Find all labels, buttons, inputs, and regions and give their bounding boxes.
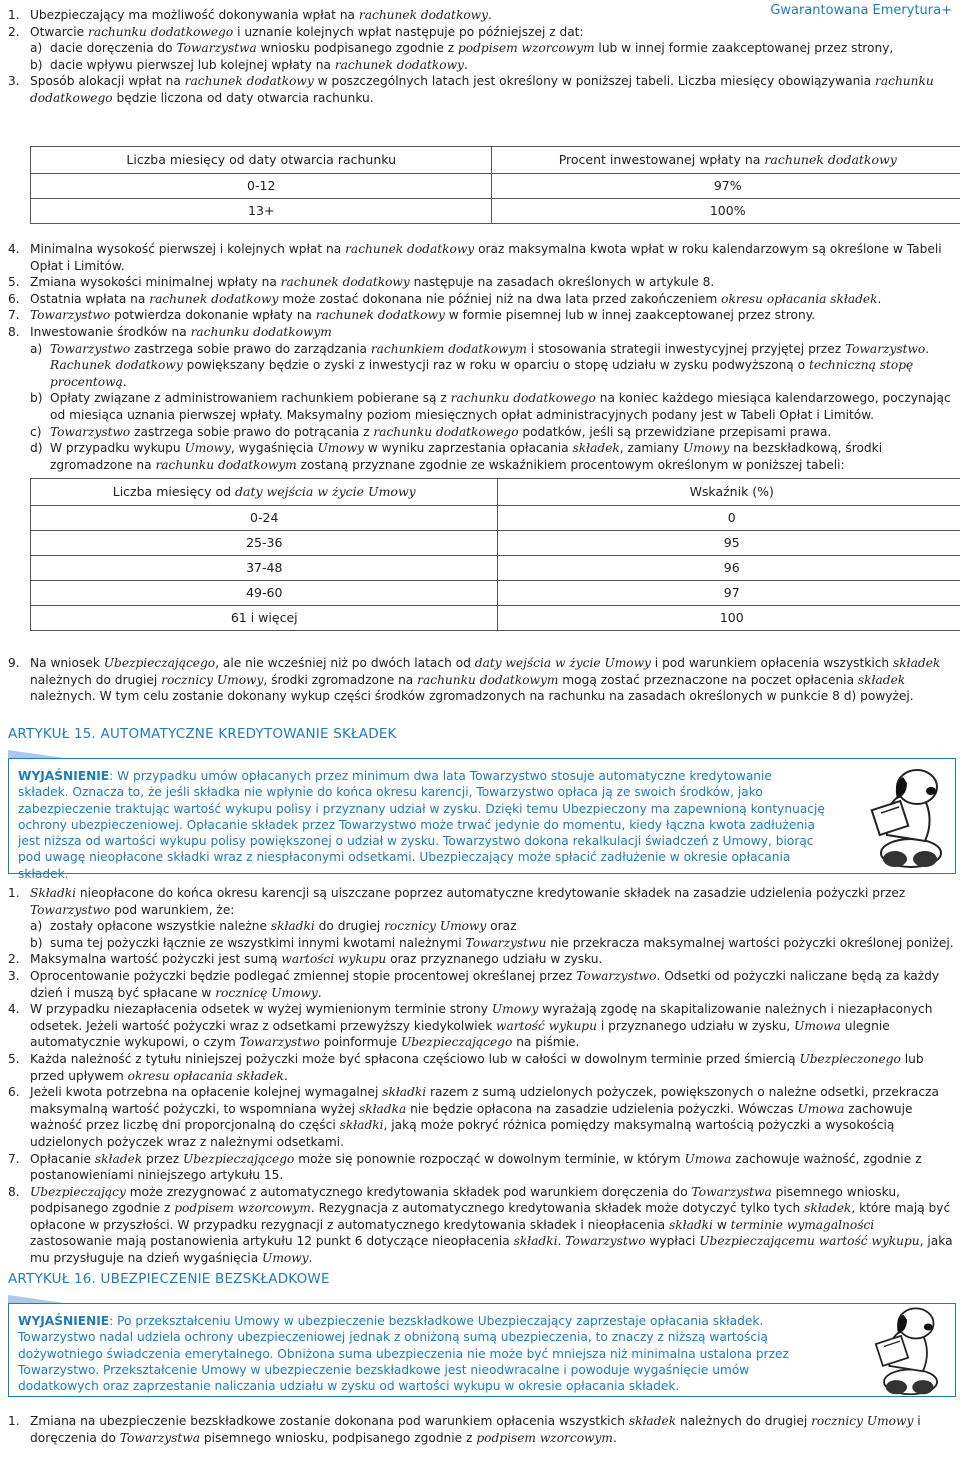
article-15-explanation-box [8,758,956,881]
item-text [30,1184,956,1267]
item-text [30,885,956,918]
italic-term: Towarzystwa [119,1430,201,1445]
item-text [30,7,956,24]
text-run: Sposób alokacji wpłat na [30,74,185,89]
italic-term: Rachunek dodatkowy [50,358,183,373]
item-number: 7. [8,308,20,323]
numbered-item [8,951,956,968]
sub-item-label: a) [30,41,43,56]
italic-term: daty wejścia w życie Umowy [235,483,416,499]
italic-term: Ubezpieczającego [103,656,216,670]
numbered-item [8,655,956,705]
italic-term: składek [804,1201,852,1216]
text-run: zachowuje ważność, zgodnie z postanowieniami niniejszego artykułu 15. [30,1151,922,1183]
text-run: Procent inwestowanej wpłaty na [558,151,765,167]
text-run: . [283,1068,288,1083]
text-run: może zostać dokonana nie później niż na dwa lata przed zakończeniem [278,291,722,306]
item-text [30,307,956,324]
item-text [30,24,956,41]
italic-term: rocznicy Umowy [384,919,487,934]
sub-item-label: a) [30,341,43,356]
sub-item-text [50,424,956,441]
text-run: . [317,985,322,1000]
text-run: do drugiej [314,919,385,934]
text-run: dacie doręczenia do [50,41,177,56]
item-number: 4. [8,242,20,256]
text-run: może się ponownie rozpocząć w dowolnym terminie, w którym [294,1151,685,1166]
text-run: . Rezygnacja z automatycznego kredytowania składek może dotyczyć tylko tych [310,1201,805,1216]
text-run: oraz przyznanego udziału w zysku. [386,952,603,967]
item-text [30,324,956,341]
sub-item-text [50,390,956,423]
italic-term: Towarzystwo [576,968,657,983]
text-run: oraz [486,919,517,934]
italic-term: rocznicy Umowy [161,672,264,687]
text-run: w formie pisemnej lub w innej zaakceptowanej przez strony. [444,308,816,323]
text-run: nie będzie opłacona na zasadzie udzielenia pożyczki. Wówczas [406,1101,798,1116]
italic-term: Ubezpieczający [30,1184,126,1199]
italic-term: rachunku dodatkowym [190,324,332,339]
italic-term: rachunek dodatkowy [345,242,475,256]
italic-term: Towarzystwu [465,935,547,950]
sub-item-text [50,935,956,952]
italic-term: składki [513,1234,558,1249]
italic-term: Towarzystwo [844,341,926,356]
text-run: i doręczenia do [30,1414,921,1445]
text-run: , które mają być opłacone w przyszłości. W przypadku rezygnacji z automatycznego kredytowania składek i nieopłacenia [30,1201,951,1232]
numbered-item [8,1413,956,1446]
sub-item-text [50,40,956,57]
italic-term: Towarzystwo [50,424,131,439]
table-header-cell [31,147,492,174]
table-cell: 100% [492,199,960,224]
numbered-item [8,968,956,1001]
numbered-item [8,324,956,341]
text-run: lub w innej formie zaakceptowanej przez strony, [594,41,894,56]
italic-term: składek [893,656,941,670]
table-cell: 100 [498,606,960,631]
text-run: W przypadku niezapłacenia odsetek w wyżej wymienionym terminie strony [30,1002,492,1017]
text-run: podatków, jeśli są przewidziane przepisami prawa. [518,424,832,439]
numbered-item [8,73,956,106]
italic-term: Ubezpieczającego [182,1151,295,1166]
text-run: zastosowanie mają postanowienia artykułu 12 punkt 6 dotyczące nieopłacenia [30,1234,514,1249]
text-run: Jeżeli kwota potrzebna na opłacenie kolejnej wymagalnej [30,1085,383,1100]
article-15-title: ARTYKUŁ 15. AUTOMATYCZNE KREDYTOWANIE SKŁADEK [8,726,397,742]
numbered-item [8,1184,956,1267]
text-run: lub przed upływem [30,1051,924,1083]
italic-term: rachunkiem dodatkowym [370,341,527,356]
item-number: 9. [8,656,20,670]
text-run: nieopłacone do końca okresu karencji są uiszczane poprzez automatyczne kredytowanie składek na zasadzie udzielenia pożyczki przez [76,886,906,900]
sub-item-label: b) [30,57,43,72]
italic-term: rachunek dodatkowy [149,291,279,306]
item-number: 2. [8,24,20,39]
table-cell: 0-12 [31,174,492,199]
table-header-cell [492,147,960,174]
table-row [31,556,960,581]
text-run: Liczba miesięcy od [112,483,236,499]
item-text [30,1084,956,1150]
table-cell: 95 [498,531,960,556]
text-run: na bezskładkową, środki zgromadzone na [50,441,883,472]
text-run: zostały opłacone wszystkie należne [50,919,271,934]
text-run: ulegnie automatycznie wykupowi, o czym [30,1018,890,1050]
item-number: 3. [8,74,20,89]
text-run: Liczba miesięcy od daty otwarcia rachunku [126,151,397,167]
item-number: 5. [8,1051,20,1066]
sub-item [8,57,956,74]
text-run: Otwarcie [30,24,89,39]
numbered-item [8,1151,956,1184]
text-run: . [488,8,492,22]
numbered-item [8,241,956,274]
table-cell: 49-60 [31,581,498,606]
italic-term: daty wejścia w życie Umowy [474,656,651,670]
table-cell: 0-24 [31,506,498,531]
text-run: zostaną przyznane zgodnie ze wskaźnikiem procentowym określonym w poniższej tabeli: [296,457,845,472]
italic-term: rachunek dodatkowy [184,74,314,89]
item-text [30,1151,956,1184]
text-run: pod warunkiem, że: [110,902,235,917]
text-run: powiększany będzie o zyski z inwestycji raz w roku w oparciu o stopę udziału w zysku podwyższoną o [182,358,809,373]
item-text [30,951,956,968]
sub-item-label: c) [30,424,42,439]
italic-term: składek [572,441,620,456]
text-run: należnych. W tym celu zostanie dokonany wykup części środków zgromadzonych na rachunku na zasadach określonych w punkcie 8 d) powyżej. [30,689,914,704]
sub-item [8,440,956,473]
item-number: 2. [8,952,20,967]
numbered-item [8,1001,956,1051]
text-run: mogą zostać przeznaczone na poczet opłacenia [558,672,858,687]
numbered-item [8,291,956,308]
italic-term: rachunek dodatkowy [358,8,488,22]
italic-term: Towarzystwo [30,902,111,917]
italic-term: wartość wykupu [496,1018,597,1033]
text-run: , wygaśnięcia [230,441,318,456]
italic-term: rachunku dodatkowym [155,457,297,472]
text-run: i uznanie kolejnych wpłat następuje po późniejszej z dat: [233,24,584,39]
italic-term: składki [270,919,315,934]
italic-term: rachunku dodatkowego [88,24,234,39]
numbered-item [8,7,956,24]
item-text [30,274,956,291]
text-run: Maksymalna wartość pożyczki jest sumą [30,952,282,967]
italic-term: rocznicę Umowy [215,985,318,1000]
item-text [30,1001,956,1051]
italic-term: terminie wymagalności [730,1217,875,1232]
italic-term: Towarzystwa [176,41,257,56]
item-number: 6. [8,1085,20,1100]
italic-term: Ubezpieczającemu wartość wykupu [699,1234,920,1249]
italic-term: składki [339,1118,384,1133]
table-row [31,199,960,224]
italic-term: rachunku dodatkowego [450,391,596,406]
explain-text: : Po przekształceniu Umowy w ubezpieczenie bezskładkowe Ubezpieczający zaprzestaje opłacania składek. Towarzystwo nadal udziela ochrony ubezpieczeniowej jednak z obniżoną sumą ubezpieczenia, to znaczy z niższą wartością dożywotniego świadczenia emerytalnego. Obniżona suma ubezpieczenia nie może być mniejsza niż minimalna ustalona przez Towarzystwo. Przekształcenie Umowy w ubezpieczenie bezskładkowe jest nieodwracalne i powoduje wygaśnięcie umów dodatkowych oraz zaprzestanie naliczania udziału w zysku od wartości wykupu w okresie opłacania składek. [18,1314,789,1394]
italic-term: Umowy [262,1251,309,1266]
surrender-index-table [30,478,960,631]
text-run: może zrezygnować z automatycznego kredytowania składek pod warunkiem doręczenia do [125,1184,692,1199]
text-run: . [122,374,127,389]
text-run: następuje na zasadach określonych w artykule 8. [409,275,715,290]
article-15-tab [8,750,64,758]
italic-term: Składki [30,886,77,900]
numbered-item [8,1084,956,1150]
italic-term: Ubezpieczającego [400,1035,513,1050]
text-run: Opłacanie [30,1151,95,1166]
italic-term: Umowy [491,1002,539,1017]
item-text [30,241,956,274]
explain-text: : W przypadku umów opłacanych przez minimum dwa lata Towarzystwo stosuje automatyczne kredytowanie składek. Oznacza to, że jeśli składka nie wpłynie do końca okresu karencji, Towarzystwo opłaca ją ze swoich środków, jako zabezpieczenie traktując wartość wykupu polisy i przyznany udział w zysku. Dzięki temu Ubezpieczony ma zapewnioną kontynuację ochrony ubezpieczeniowej. Opłacanie składek przez Towarzystwo może trwać jedynie do momentu, kiedy łączna kwota zadłużenia jest niższa od wartości wykupu polisy powiększonej o udział w zysku. Towarzystwo dokona rekalkulacji świadczeń z Umowy, biorąc pod uwagę nieopłacone składki wraz z niespłaconymi odsetkami. Ubezpieczający może spłacić zadłużenie w okresie opłacania składek. [18,769,825,881]
table-cell: 97% [492,174,960,199]
explain-label: WYJAŚNIENIE [18,769,110,783]
text-run: Minimalna wysokość pierwszej i kolejnych wpłat na [30,242,346,256]
sub-item-label: b) [30,935,43,950]
sub-item-text [50,918,956,935]
text-run: w [712,1217,731,1232]
italic-term: składek [857,672,906,687]
table-header-cell [498,479,960,506]
italic-term: rocznicy Umowy [811,1414,914,1428]
sub-item [8,424,956,441]
sub-item-text [50,440,956,473]
text-run: na piśmie. [512,1035,580,1050]
table-row [31,174,960,199]
text-run: poinformuje [319,1035,401,1050]
sub-item [8,390,956,423]
italic-term: okresu opłacania składek [127,1068,284,1083]
text-run: przez [142,1151,183,1166]
italic-term: podpisem wzorcowym [476,1430,613,1445]
text-run: , ale nie wcześniej niż po dwóch latach od [215,656,475,670]
text-run: . [557,1234,566,1249]
sub-item [8,918,956,935]
sub-item-text [50,341,956,391]
sub-item [8,341,956,391]
text-run: dacie wpływu pierwszej lub kolejnej wpłaty na [50,57,335,72]
text-run: Opłaty związane z administrowaniem rachunkiem pobierane są z [50,391,451,406]
article-16-tab [8,1295,64,1303]
text-run: wniosku podpisanego zgodnie z [256,41,458,56]
italic-term: Umowy [317,441,364,456]
text-run: . [463,57,468,72]
text-run: i pod warunkiem opłacenia wszystkich [650,656,894,670]
italic-term: Towarzystwo [239,1035,320,1050]
italic-term: Ubezpieczonego [799,1051,901,1066]
text-run: Zmiana na ubezpieczenie bezskładkowe zostanie dokonana pod warunkiem opłacenia wszystkich [30,1414,629,1428]
text-run: Każda należność z tytułu niniejszej pożyczki może być spłacona częściowo lub w całości w dowolnym terminie przed śmiercią [30,1051,800,1066]
italic-term: Umowa [797,1101,845,1116]
italic-term: wartości wykupu [281,952,387,967]
item-number: 1. [8,886,20,900]
table-cell: 37-48 [31,556,498,581]
numbered-item [8,885,956,918]
table-cell: 97 [498,581,960,606]
text-run: Wskaźnik (%) [689,483,774,499]
table-cell: 25-36 [31,531,498,556]
item-number: 7. [8,1151,20,1166]
snoopy-reading-icon [867,1304,947,1401]
text-run: razem z sumą udzielonych pożyczek, powiększonych o należne odsetki, przekracza maksymalną wartość pożyczki, to wspomniana wyżej [30,1085,939,1116]
text-run: potwierdza dokonanie wpłaty na [110,308,316,323]
text-run: Na wniosek [30,656,104,670]
item-text [30,1051,956,1084]
text-run: i stosowania strategii inwestycyjnej przyjętej przez [526,341,845,356]
item-9 [8,655,956,705]
text-run: Zmiana wysokości minimalnej wpłaty na [30,275,281,290]
item-number: 6. [8,291,20,306]
table-cell: 0 [498,506,960,531]
text-run: . [877,291,882,306]
table-header-row [31,479,960,506]
text-run: pisemnego wniosku, podpisanego zgodnie z [30,1184,900,1216]
text-run: . [308,1251,313,1266]
italic-term: rachunek dodatkowy [764,151,897,167]
sub-item-label: b) [30,391,43,406]
table-row [31,581,960,606]
text-run: zachowuje ważność przez liczbę dni proporcjonalną do części [30,1101,913,1133]
italic-term: Towarzystwo [50,341,131,356]
text-run: , środki zgromadzone na [263,672,418,687]
italic-term: Umowa [684,1151,732,1166]
item-number: 3. [8,968,20,983]
table-cell: 61 i więcej [31,606,498,631]
item-number: 8. [8,324,20,339]
sub-item-label: d) [30,441,43,456]
table-row [31,606,960,631]
italic-term: składek [628,1414,677,1428]
italic-term: Towarzystwo [30,308,111,323]
text-run: zastrzega sobie prawo do potrącania z [130,424,374,439]
item-number: 5. [8,275,20,290]
text-run: i przyznanego udziału w zysku, [596,1018,795,1033]
numbered-item [8,274,956,291]
italic-term: techniczną stopę procentową [50,358,914,389]
numbered-item [8,24,956,41]
sub-item-text [50,57,956,74]
explain-label: WYJAŚNIENIE [18,1314,110,1328]
numbered-item [8,307,956,324]
italic-term: składek [94,1151,143,1166]
text-run: nie przekracza maksymalnej wartości pożyczki określonej poniżej. [546,935,954,950]
italic-term: składka [358,1101,407,1116]
italic-term: Umowy [682,441,730,456]
item-number: 1. [8,8,20,22]
table-header-cell [31,479,498,506]
text-run: wypłaci [645,1234,700,1249]
text-run: , zamiany [619,441,683,456]
italic-term: składki [669,1217,713,1232]
text-run: wyrażają zgodę na skapitalizowanie należnych i niezapłaconych odsetek. Jeżeli wartość pożyczki wraz z odsetkami przewyższy kiedykolwiek [30,1002,933,1033]
item-number: 4. [8,1002,20,1017]
italic-term: rachunek dodatkowy [334,57,464,72]
text-run: W przypadku wykupu [50,441,185,456]
italic-term: składki [382,1085,427,1100]
text-run: Oprocentowanie pożyczki będzie podlegać zmiennej stopie procentowej określanej przez [30,968,577,983]
mid-items [8,241,956,473]
sub-item-label: a) [30,919,43,934]
sub-item [8,935,956,952]
text-run: w wyniku zaprzestania opłacania [363,441,573,456]
text-run: należnych do drugiej [676,1414,812,1428]
item-text [30,291,956,308]
item-text [30,968,956,1001]
text-run: Inwestowanie środków na [30,324,191,339]
article-16-items [8,1413,956,1446]
article-16-title: ARTYKUŁ 16. UBEZPIECZENIE BEZSKŁADKOWE [8,1271,330,1287]
article-16-explanation-box [8,1303,956,1397]
text-run: należnych do drugiej [30,672,162,687]
brand-header: Gwarantowana Emerytura+ [770,3,952,18]
item-text [30,1413,956,1446]
text-run: oraz maksymalna kwota wpłat w roku kalendarzowym są określone w Tabeli Opłat i Limitów. [30,242,942,273]
article-15-items [8,885,956,1267]
text-run: Ubezpieczający ma możliwość dokonywania wpłat na [30,8,359,22]
sub-item [8,40,956,57]
italic-term: podpisem wzorcowym [174,1201,311,1216]
italic-term: Umowy [184,441,231,456]
text-run: , jaka mu przysługuje na dzień wygaśnięcia [30,1234,953,1266]
italic-term: Umowa [794,1018,841,1033]
top-items [8,7,956,107]
text-run: , jaką może pokryć różnica pomiędzy maksymalną wartością pożyczki a wysokością udzielonych pożyczek wraz z należnymi odsetkami. [30,1118,895,1149]
item-text [30,655,956,705]
text-run: na koniec każdego miesiąca kalendarzowego, poczynając od miesiąca uznania pierwszej wpłaty. Maksymalny poziom miesięcznych opłat administracyjnych podany jest w Tabeli Opłat i Limitów. [50,391,951,422]
italic-term: rachunku dodatkowym [417,672,559,687]
table-row [31,531,960,556]
table-row [31,506,960,531]
text-run: . Odsetki od pożyczki naliczane będą za każdy dzień i muszą być spłacane w [30,968,940,1000]
table-cell: 13+ [31,199,492,224]
italic-term: okresu opłacania składek [721,291,878,306]
item-number: 8. [8,1184,20,1199]
italic-term: podpisem wzorcowym [457,41,595,56]
item-text [30,73,956,106]
text-run: zastrzega sobie prawo do zarządzania [130,341,371,356]
table-header-row [31,147,960,174]
table-cell: 96 [498,556,960,581]
italic-term: rachunek dodatkowy [315,308,445,323]
text-run: w poszczególnych latach jest określony w poniższej tabeli. Liczba miesięcy obowiązywania [313,74,876,89]
numbered-item [8,1051,956,1084]
italic-term: Towarzystwa [691,1184,772,1199]
italic-term: rachunku dodatkowego [30,74,934,105]
text-run: pisemnego wniosku, podpisanego zgodnie z [200,1430,477,1445]
text-run: . [612,1430,617,1445]
item-number: 1. [8,1414,20,1428]
snoopy-reading-icon [867,765,947,874]
text-run: . [925,341,930,356]
italic-term: rachunek dodatkowy [280,275,410,290]
italic-term: rachunku dodatkowego [373,424,519,439]
text-run: suma tej pożyczki łącznie ze wszystkimi innymi kwotami należnymi [50,935,466,950]
italic-term: Towarzystwo [565,1234,646,1249]
text-run: będzie liczona od daty otwarcia rachunku. [112,90,374,105]
text-run: Ostatnia wpłata na [30,291,150,306]
allocation-table [30,146,960,224]
